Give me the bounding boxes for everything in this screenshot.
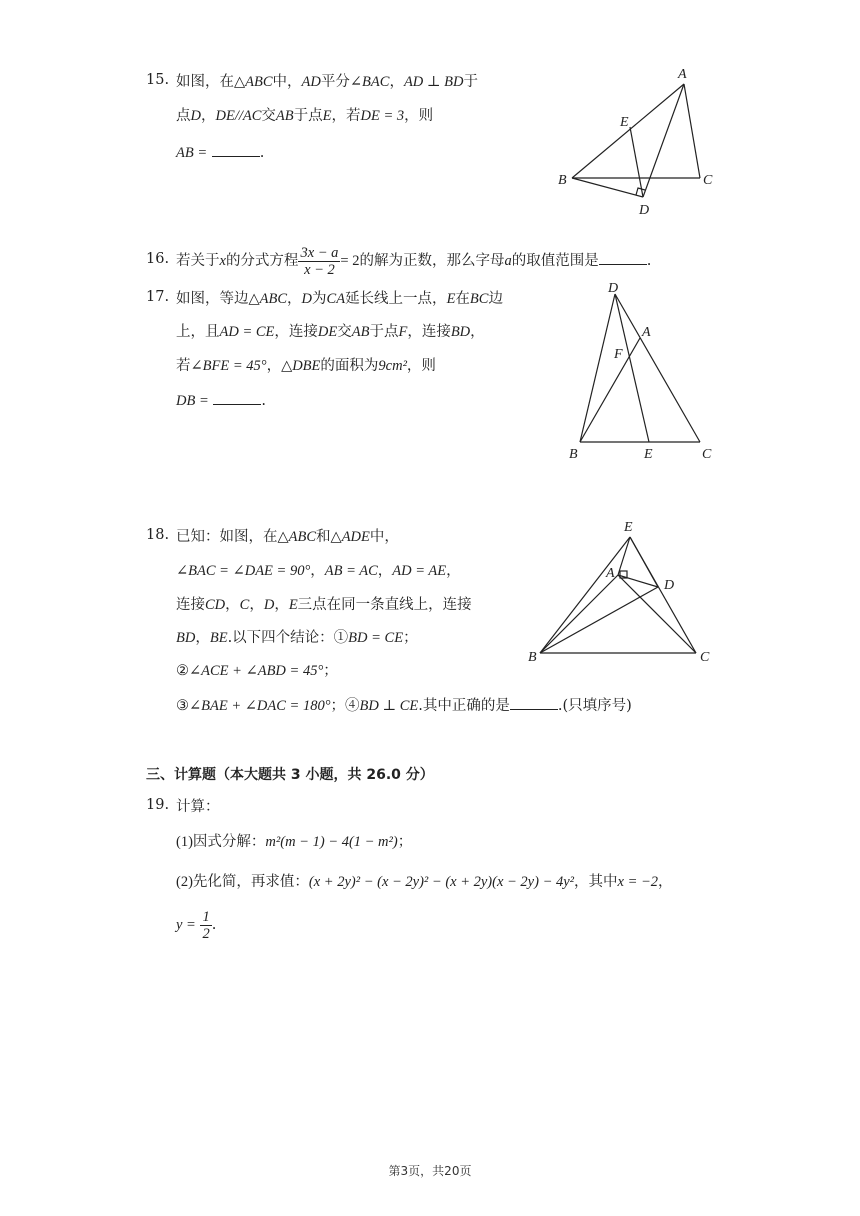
text: 延长线上一点， [345,291,447,307]
q16-number: 16. [146,251,170,267]
q17-line-1 [176,289,503,309]
math: BE [209,630,228,646]
text: .以下四个结论：① [227,630,349,646]
math: BD = CE [348,630,404,646]
q17-figure [560,278,730,468]
math: BD [176,630,196,646]
text: ， [310,563,325,579]
segment-dc [615,294,700,442]
math: ∠BAC [349,74,390,90]
text: ； [323,663,338,679]
text: 于点 [369,324,399,340]
numerator: 3x − a [300,244,339,261]
math: AB [275,108,294,124]
math: D [263,597,275,613]
q15-line-3 [176,142,264,163]
q15-number: 15. [146,72,170,88]
label-c: C [703,173,713,188]
segment-bd [572,178,643,197]
segment-ba [580,338,640,442]
text: . [261,393,266,409]
text: 的分式方程 [225,253,299,269]
text: ③ [176,698,189,714]
math: E [322,108,332,124]
text: . [646,253,652,269]
text: ， [225,597,240,613]
q19-part-2 [176,872,673,892]
text: ，若 [331,108,361,124]
text: ， [377,563,393,579]
fraction [200,909,211,942]
math: E [446,291,456,307]
text: ；④ [330,698,360,714]
math: x = −2 [617,874,659,890]
q17-number: 17. [146,289,170,305]
text: 连接 [176,597,205,613]
label-c: C [700,650,710,665]
math: D [301,291,313,307]
text: 先化简，再求值： [192,874,309,890]
text: 的面积为 [320,358,379,374]
math: a [504,253,512,269]
math: 9cm² [378,358,407,374]
label-b: B [558,173,567,188]
text: 上，且 [176,324,220,340]
math: △ABC [277,529,317,545]
q18-line-5 [176,661,338,681]
q18-number: 18. [146,527,170,543]
text: 三点在同一条直线上，连接 [297,597,472,613]
text: 已知：如图，在 [176,529,278,545]
math: BC [469,291,489,307]
text: 若关于 [176,253,220,269]
label-a: A [678,67,687,82]
math: CA [326,291,346,307]
text: ； [403,630,418,646]
q19-part-2-cont [176,902,216,948]
q18-line-4 [176,628,418,648]
text: ， [195,630,210,646]
q18-line-1 [176,527,399,547]
text: 如图，在 [176,74,234,90]
text: (1) [176,834,193,850]
q19-part-1 [176,832,412,852]
text: ， [470,324,485,340]
math: BD [450,324,471,340]
denominator: 2 [202,925,210,942]
math: △DBE [281,358,321,374]
math: CD [205,597,226,613]
math: AD [301,74,321,90]
label-a: A [606,566,615,581]
label-a: A [642,325,651,340]
q15-figure [550,62,730,222]
segment-bd [540,587,658,653]
text: ，连接 [274,324,318,340]
segment-de [630,127,643,197]
text: . [211,917,217,933]
text: 点 [176,108,191,124]
text: ， [200,108,216,124]
math: ∠BAE + ∠DAC = 180° [189,698,331,714]
math: ∠ACE + ∠ABD = 45° [189,663,324,679]
math: AB [351,324,370,340]
text: 于点 [293,108,323,124]
answer-blank[interactable] [213,390,261,405]
text: ， [389,74,404,90]
answer-blank[interactable] [510,695,558,710]
answer-blank[interactable] [599,250,647,265]
label-c: C [702,447,712,462]
segment-bd [580,294,615,442]
math: AD ⊥ BD [403,74,464,90]
math: F [398,324,408,340]
segment-ac [684,84,700,178]
math: AB = [176,145,208,161]
text: ② [176,663,189,679]
text: ， [658,874,673,890]
text: ，连接 [407,324,451,340]
q17-line-2 [176,322,485,342]
q18-line-6 [176,695,632,716]
text: ， [274,597,289,613]
text: . [259,145,265,161]
math: △ABC [234,74,273,90]
math: E [288,597,298,613]
label-d: D [608,281,619,296]
label-e: E [644,447,653,462]
q19-title: 计算： [176,799,220,815]
text: .(只填序号) [557,698,632,714]
denominator: x − 2 [304,261,335,278]
section-heading: 三、计算题（本大题共 3 小题，共 26.0 分） [146,767,434,783]
fraction [298,245,340,278]
text: 交 [261,108,276,124]
math: DE = 3 [360,108,405,124]
text: 的解为正数，那么字母 [359,253,505,269]
math: BD ⊥ CE [359,698,419,714]
q17-line-3 [176,356,436,376]
text: 在 [455,291,470,307]
numerator: 1 [202,908,210,925]
q19-number: 19. [146,797,170,813]
q15-line-2 [176,106,433,126]
text: ，则 [404,108,434,124]
text: 交 [337,324,352,340]
label-e: E [620,115,629,130]
math: AD = AE [392,563,447,579]
label-f: F [614,347,623,362]
text: ， [446,563,461,579]
text: 和 [316,529,331,545]
math: x [219,253,226,269]
math: ∠BFE = 45° [190,358,267,374]
q18-line-2 [176,561,461,581]
math: DE//AC [215,108,262,124]
segment-ec [630,537,696,653]
q17-line-4 [176,390,266,411]
text: 因式分解： [192,834,266,850]
text: 为 [312,291,327,307]
text: ， [287,291,302,307]
math: AB = AC [324,563,378,579]
text: .其中正确的是 [418,698,510,714]
math: DB = [176,393,209,409]
q18-figure [520,515,720,670]
label-b: B [528,650,537,665]
segment-ba [540,575,618,653]
text: ， [266,358,282,374]
q18-line-3 [176,595,472,615]
answer-blank[interactable] [212,142,260,157]
math: C [239,597,250,613]
math: D [190,108,201,124]
math: △ADE [330,529,370,545]
segment-ae [618,537,630,575]
text: ，则 [406,358,436,374]
text: ， [249,597,264,613]
math: AD = CE [219,324,275,340]
label-b: B [569,447,578,462]
text: 中， [272,74,302,90]
text: 若 [176,358,191,374]
text: 边 [488,291,503,307]
page-footer: 第3页，共20页 [388,1164,472,1178]
text: 的取值范围是 [511,253,599,269]
text: 中， [369,529,399,545]
math: m²(m − 1) − 4(1 − m²) [265,834,398,850]
text: 平分 [320,74,350,90]
math: (x + 2y)² − (x − 2y)² − (x + 2y)(x − 2y) − 4y² [308,874,575,890]
text: 如图，等边 [176,291,249,307]
math: △ABC [248,291,288,307]
math: = 2 [340,253,360,269]
text: ，其中 [574,874,618,890]
label-d: D [664,578,675,593]
segment-be [540,537,630,653]
math: ∠BAC = ∠DAE = 90° [176,563,311,579]
math: DE [317,324,338,340]
q15-line-1 [176,72,478,92]
text: (2) [176,874,193,890]
label-e: E [624,520,633,535]
math: y = [176,917,196,933]
text: ； [397,834,413,850]
text: 于 [463,74,478,90]
label-d: D [639,203,650,218]
segment-de [615,294,649,442]
